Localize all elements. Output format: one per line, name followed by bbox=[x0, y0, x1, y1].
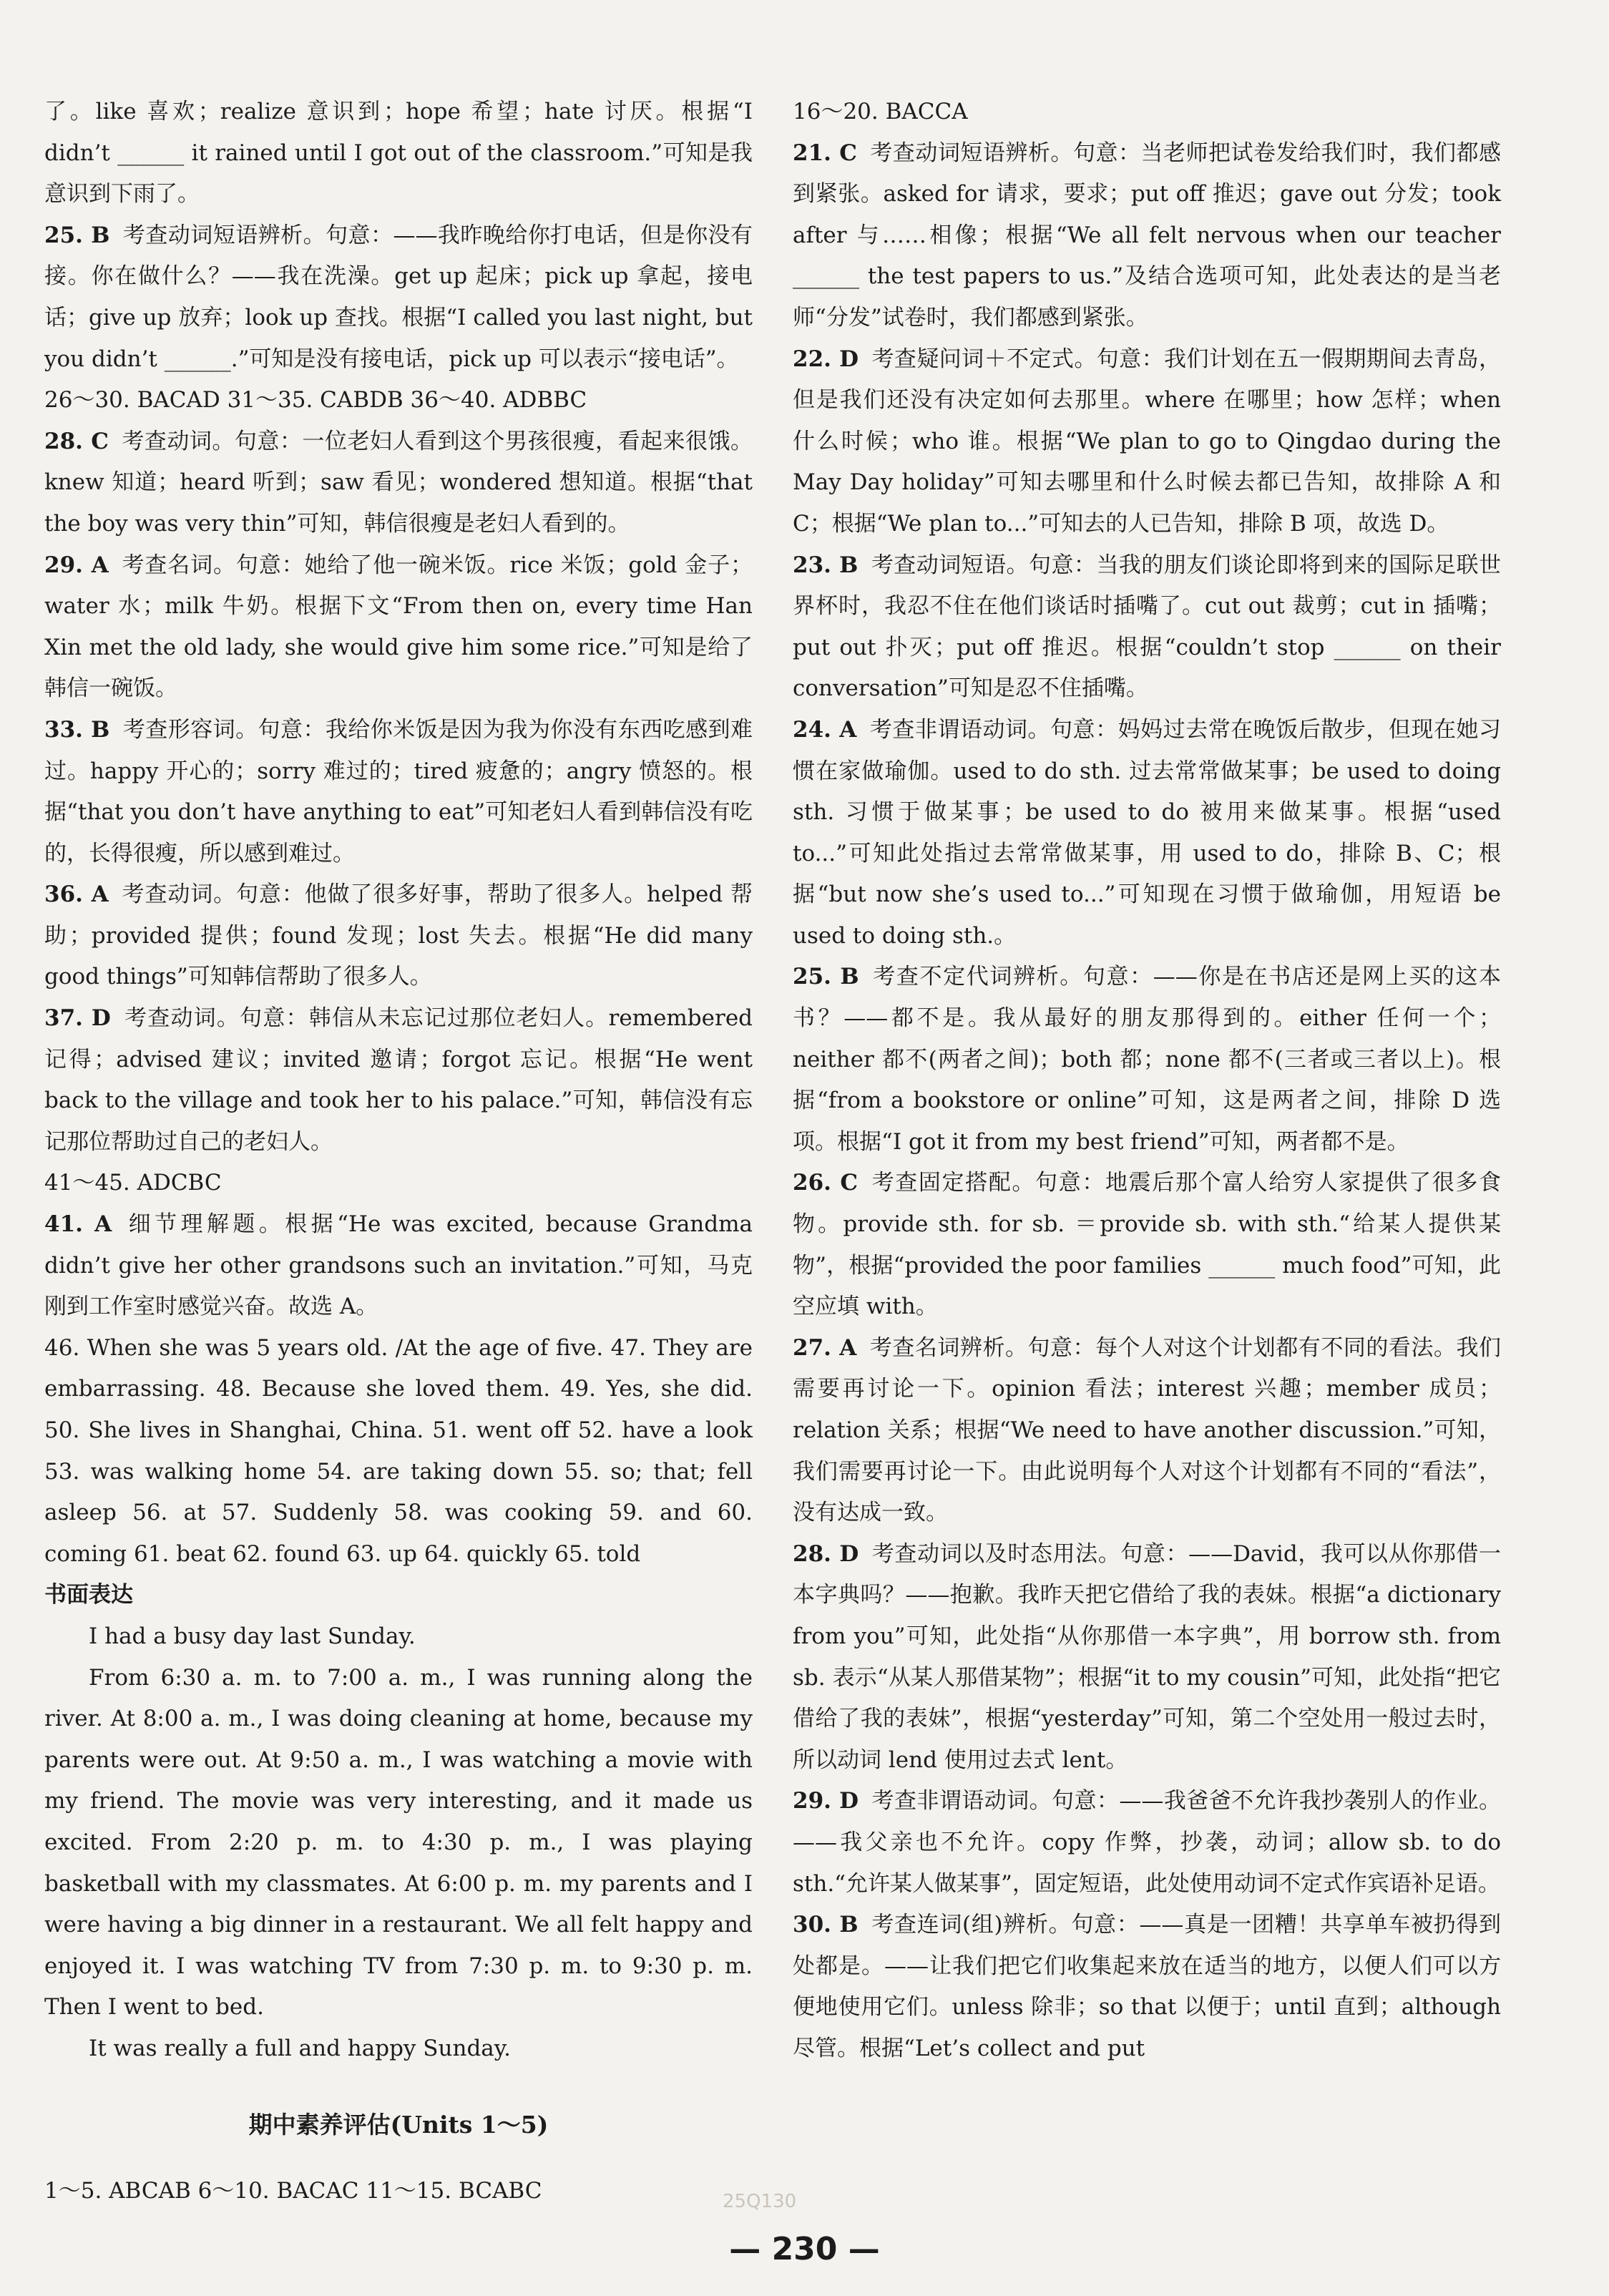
item-explanation: 考查连词(组)辨析。句意：——真是一团糟！共享单车被扔得到处都是。——让我们把它们收集起来放在适当的地方，以便人们可以方便地使用它们。unless 除非；so that 以便于；until 直到；although 尽管。根据“Let’s collect and put bbox=[793, 1912, 1502, 2061]
item-number: 37. D bbox=[44, 1005, 111, 1032]
item-explanation: 考查名词。句意：她给了他一碗米饭。rice 米饭；gold 金子；water 水；milk 牛奶。根据下文“From then on, every time Han Xin met the old lady, she would give him some rice.”可知是给了韩信一碗饭。 bbox=[44, 552, 753, 702]
print-code: 25Q130 bbox=[723, 2191, 797, 2212]
answer-key-short-answers: 46. When she was 5 years old. /At the age of five. 47. They are embarrassing. 48. Because she loved them. 49. Yes, she did. 50. She lives in Shanghai, China. 51. went off 52. have a look 53. was walking home 54. are taking down 55. so; that; fell asleep 56. at 57. Suddenly 58. was cooking 59. and 60. coming 61. beat 62. found 63. up 64. quickly 65. told bbox=[44, 1334, 753, 1567]
essay-paragraph: From 6:30 a. m. to 7:00 a. m., I was running along the river. At 8:00 a. m., I was doing cleaning at home, because my parents were out. At 9:50 a. m., I was watching a movie with my friend. The movie was very interesting, and it made us excited. From 2:20 p. m. to 4:30 p. m., I was playing basketball with my classmates. At 6:00 p. m. my parents and I were having a big dinner in a restaurant. We all felt happy and enjoyed it. I was watching TV from 7:30 p. m. to 9:30 p. m. Then I went to bed. bbox=[44, 1664, 753, 2021]
answer-item-29 bbox=[44, 545, 753, 710]
continued-paragraph: 了。like 喜欢；realize 意识到；hope 希望；hate 讨厌。根据“I didn’t ______ it rained until I got out of the classroom.”可知是我意识到下雨了。 bbox=[44, 99, 753, 207]
item-number: 36. A bbox=[44, 881, 109, 908]
item-explanation: 考查固定搭配。句意：地震后那个富人给穷人家提供了很多食物。provide sth. for sb. ＝provide sb. with sth.“给某人提供某物”，根据“provided the poor families ______ much food”可知，此空应填 with。 bbox=[793, 1170, 1501, 1320]
item-explanation: 考查非谓语动词。句意：——我爸爸不允许我抄袭别人的作业。——我父亲也不允许。copy 作弊，抄袭，动词；allow sb. to do sth.“允许某人做某事”，固定短语，此处使用动词不定式作宾语补足语。 bbox=[793, 1788, 1502, 1897]
section-title: 期中素养评估(Units 1～5) bbox=[248, 2110, 549, 2139]
answer-item-28 bbox=[44, 421, 753, 545]
answer-item-24 bbox=[793, 710, 1501, 957]
item-number: 22. D bbox=[793, 346, 859, 372]
answer-item-21 bbox=[793, 133, 1501, 339]
item-explanation: 细节理解题。根据“He was excited, because Grandma didn’t give her other grandsons such an invitation.”可知，马克刚到工作室时感觉兴奋。故选 A。 bbox=[44, 1211, 753, 1320]
item-explanation: 考查动词。句意：韩信从未忘记过那位老妇人。remembered 记得；advised 建议；invited 邀请；forgot 忘记。根据“He went back to the village and took her to his palace.”可知，韩信没有忘记那位帮助过自己的老妇人。 bbox=[44, 1005, 753, 1155]
item-number: 41. A bbox=[44, 1211, 112, 1238]
answer-item-33 bbox=[44, 710, 753, 874]
item-explanation: 考查名词辨析。句意：每个人对这个计划都有不同的看法。我们需要再讨论一下。opinion 看法；interest 兴趣；member 成员；relation 关系；根据“We need to have another discussion.”可知，我们需要再讨论一下。由此说明每个人对这个计划都有不同的“看法”，没有达成一致。 bbox=[793, 1334, 1502, 1526]
item-number: 24. A bbox=[793, 716, 857, 743]
answer-item-37 bbox=[44, 998, 753, 1163]
answer-item-29 bbox=[793, 1781, 1501, 1905]
item-explanation: 考查动词短语辨析。句意：当老师把试卷发给我们时，我们都感到紧张。asked for 请求，要求；put off 推迟；gave out 分发；took after 与……相像；根据“We all felt nervous when our teacher ______ the test papers to us.”及结合选项可知，此处表达的是当老师“分发”试卷时，我们都感到紧张。 bbox=[793, 140, 1501, 331]
item-explanation: 考查动词以及时态用法。句意：——David，我可以从你那借一本字典吗？——抱歉。我昨天把它借给了我的表妹。根据“a dictionary from you”可知，此处指“从你那借一本字典”，用 borrow sth. from sb. 表示“从某人那借某物”；根据“it to my cousin”可知，此处指“把它借给了我的表妹”，根据“yesterday”可知，第二个空处用一般过去时，所以动词 lend 使用过去式 lent。 bbox=[793, 1540, 1501, 1773]
answer-item-26 bbox=[793, 1163, 1501, 1327]
answer-key-row: 41～45. ADCBC bbox=[44, 1170, 222, 1196]
writing-heading: 书面表达 bbox=[44, 1582, 133, 1608]
item-number: 30. B bbox=[793, 1912, 859, 1938]
item-number: 29. A bbox=[44, 552, 109, 578]
essay-paragraph: I had a busy day last Sunday. bbox=[89, 1623, 416, 1649]
answer-item-23 bbox=[793, 545, 1501, 710]
answer-key-row: 26～30. BACAD 31～35. CABDB 36～40. ADBBC bbox=[44, 387, 587, 414]
item-number: 25. B bbox=[793, 964, 859, 990]
item-number: 28. D bbox=[793, 1540, 859, 1567]
answer-item-27 bbox=[793, 1328, 1501, 1534]
answer-item-41 bbox=[44, 1204, 753, 1328]
item-number: 25. B bbox=[44, 222, 110, 248]
left-column bbox=[44, 92, 753, 2212]
item-explanation: 考查疑问词＋不定式。句意：我们计划在五一假期期间去青岛，但是我们还没有决定如何去那里。where 在哪里；how 怎样；when 什么时候；who 谁。根据“We plan to go to Qingdao during the May Day holiday”可知去哪里和什么时候去都已告知，故排除 A 和 C；根据“We plan to...”可知去的人已告知，排除 B 项，故选 D。 bbox=[793, 346, 1502, 537]
item-number: 28. C bbox=[44, 428, 109, 454]
essay-paragraph: It was really a full and happy Sunday. bbox=[89, 2035, 512, 2061]
answer-key-row: 16～20. BACCA bbox=[793, 99, 968, 124]
answer-key-row: 1～5. ABCAB 6～10. BACAC 11～15. BCABC bbox=[44, 2178, 542, 2204]
item-explanation: 考查不定代词辨析。句意：——你是在书店还是网上买的这本书？——都不是。我从最好的朋友那得到的。either 任何一个；neither 都不(两者之间)；both 都；none 都不(三者或三者以上)。根据“from a bookstore or online”可知，这是两者之间，排除 D 选项。根据“I got it from my best friend”可知，两者都不是。 bbox=[793, 964, 1501, 1155]
answer-item-25 bbox=[793, 957, 1501, 1163]
answer-item-30 bbox=[793, 1905, 1501, 2069]
answer-item-28 bbox=[793, 1534, 1501, 1782]
answer-item-22 bbox=[793, 339, 1501, 545]
answer-item-36 bbox=[44, 874, 753, 998]
item-number: 29. D bbox=[793, 1788, 859, 1814]
item-explanation: 考查非谓语动词。句意：妈妈过去常在晚饭后散步，但现在她习惯在家做瑜伽。used to do sth. 过去常常做某事；be used to doing sth. 习惯于做某事；be used to do 被用来做某事。根据“used to...”可知此处指过去常常做某事，用 used to do，排除 B、C；根据“but now she’s used to...”可知现在习惯于做瑜伽，用短语 be used to doing sth.。 bbox=[793, 716, 1502, 949]
item-explanation: 考查动词短语。句意：当我的朋友们谈论即将到来的国际足联世界杯时，我忍不住在他们谈话时插嘴了。cut out 裁剪；cut in 插嘴；put out 扑灭；put off 推迟。根据“couldn’t stop ______ on their conversation”可知是忍不住插嘴。 bbox=[793, 552, 1501, 702]
item-number: 23. B bbox=[793, 552, 859, 578]
item-number: 26. C bbox=[793, 1170, 859, 1196]
item-number: 27. A bbox=[793, 1334, 857, 1361]
item-number: 21. C bbox=[793, 140, 857, 166]
page-number: — 230 — bbox=[729, 2231, 880, 2267]
answer-item-25 bbox=[44, 215, 753, 380]
right-column bbox=[793, 92, 1501, 2070]
item-explanation: 考查动词短语辨析。句意：——我昨晚给你打电话，但是你没有接。你在做什么？——我在洗澡。get up 起床；pick up 拿起，接电话；give up 放弃；look up 查找。根据“I called you last night, but you didn’t ______.”可知是没有接电话，pick up 可以表示“接电话”。 bbox=[44, 222, 753, 372]
item-explanation: 考查动词。句意：他做了很多好事，帮助了很多人。helped 帮助；provided 提供；found 发现；lost 失去。根据“He did many good things”可知韩信帮助了很多人。 bbox=[44, 881, 753, 990]
item-explanation: 考查形容词。句意：我给你米饭是因为我为你没有东西吃感到难过。happy 开心的；sorry 难过的；tired 疲惫的；angry 愤怒的。根据“that you don’t have anything to eat”可知老妇人看到韩信没有吃的，长得很瘦，所以感到难过。 bbox=[44, 716, 753, 866]
item-explanation: 考查动词。句意：一位老妇人看到这个男孩很瘦，看起来很饿。knew 知道；heard 听到；saw 看见；wondered 想知道。根据“that the boy was very thin”可知，韩信很瘦是老妇人看到的。 bbox=[44, 428, 753, 537]
item-number: 33. B bbox=[44, 716, 110, 743]
